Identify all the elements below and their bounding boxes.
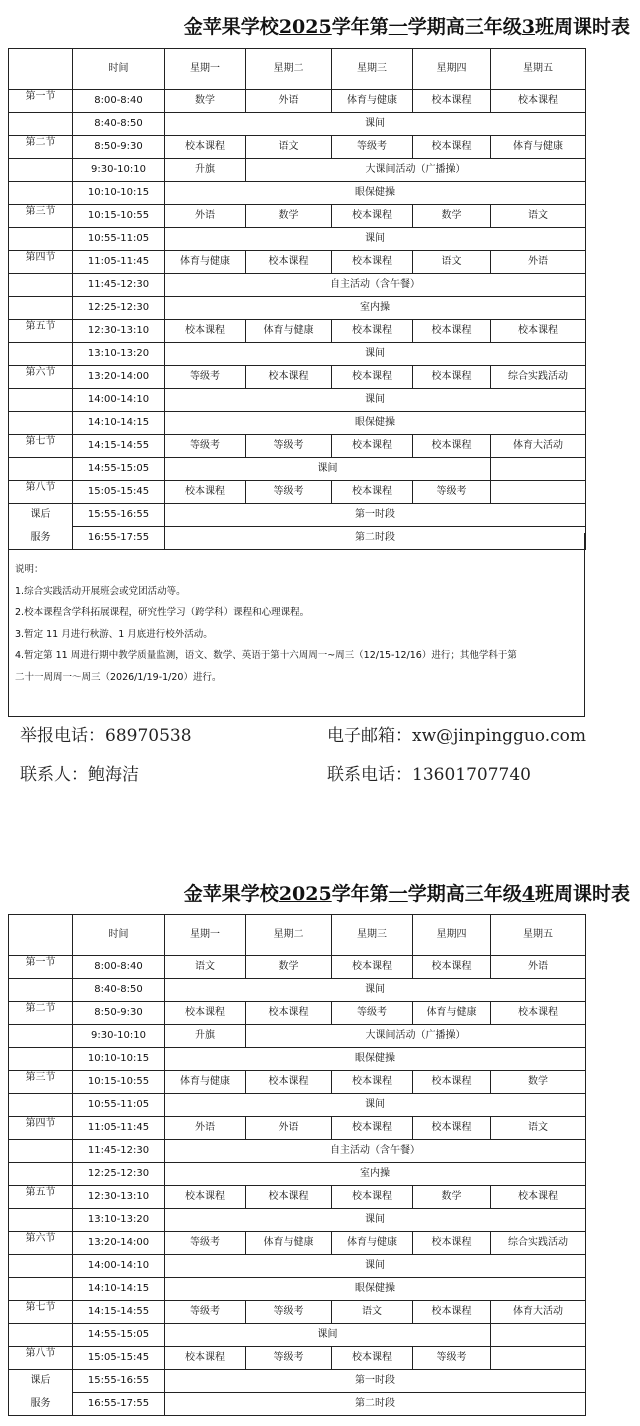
course-cell: 外语 [246,90,332,113]
table-row [9,956,586,979]
course-cell: 体育与健康 [491,136,586,159]
span-cell: 课间 [165,389,586,412]
contact-phone: 联系电话：13601707740 [327,765,531,785]
table-row [9,228,586,251]
table-row [9,1117,586,1140]
time-cell: 16:55-17:55 [73,1393,165,1416]
time-cell: 10:55-11:05 [73,1094,165,1117]
time-cell: 14:00-14:10 [73,1255,165,1278]
course-cell: 体育与健康 [165,1071,246,1094]
course-cell: 体育与健康 [246,1232,332,1255]
course-cell: 语文 [413,251,491,274]
section-cell [9,274,73,297]
section-cell [9,1255,73,1278]
course-cell: 外语 [246,1117,332,1140]
span-cell: 第一时段 [165,1370,586,1393]
section-cell [9,1278,73,1301]
course-cell: 校本课程 [413,1301,491,1324]
course-cell: 校本课程 [246,1071,332,1094]
course-cell: 等级考 [165,366,246,389]
time-cell: 9:30-10:10 [73,1025,165,1048]
table-row [9,1071,586,1094]
course-cell: 语文 [491,205,586,228]
course-cell: 校本课程 [413,136,491,159]
course-cell [491,458,586,481]
span-cell: 第一时段 [165,504,586,527]
time-cell: 10:55-11:05 [73,228,165,251]
span-cell: 第二时段 [165,527,586,550]
time-cell: 14:55-15:05 [73,458,165,481]
table-row [9,1209,586,1232]
course-cell: 校本课程 [165,1186,246,1209]
course-cell: 数学 [491,1071,586,1094]
section-cell: 第二节 [9,1002,73,1025]
note-line: 二十一周周一～周三（2026/1/19-1/20）进行。 [15,671,222,683]
table-row [9,458,586,481]
course-cell: 校本课程 [491,320,586,343]
section-cell [9,1140,73,1163]
course-cell: 体育与健康 [413,1002,491,1025]
table-row [9,1186,586,1209]
course-cell: 体育与健康 [332,1232,413,1255]
span-cell: 自主活动（含午餐） [165,1140,586,1163]
course-cell: 校本课程 [332,1347,413,1370]
span-cell: 室内操 [165,1163,586,1186]
span-cell: 课间 [165,1255,586,1278]
course-cell: 体育大活动 [491,1301,586,1324]
notes-heading: 说明： [15,564,44,575]
time-cell: 15:05-15:45 [73,481,165,504]
time-cell: 12:30-13:10 [73,320,165,343]
course-cell [491,1347,586,1370]
course-cell: 等级考 [246,1347,332,1370]
section-cell [9,412,73,435]
span-cell: 课间 [165,1209,586,1232]
course-cell: 体育大活动 [491,435,586,458]
header-cell: 星期一 [165,49,246,90]
course-cell: 校本课程 [332,320,413,343]
table-row [9,182,586,205]
section-cell: 第三节 [9,205,73,228]
section-cell: 第三节 [9,1071,73,1094]
section-cell [9,228,73,251]
header-cell: 星期一 [165,915,246,956]
course-cell: 校本课程 [165,136,246,159]
section-cell: 第七节 [9,435,73,458]
header-cell: 星期三 [332,915,413,956]
course-cell: 等级考 [413,1347,491,1370]
span-cell: 课间 [165,113,586,136]
course-cell: 校本课程 [332,366,413,389]
note-line: 2.校本课程含学科拓展课程，研究性学习（跨学科）课程和心理课程。 [15,607,310,618]
section-cell [9,979,73,1002]
time-cell: 14:55-15:05 [73,1324,165,1347]
span-cell: 大课间活动（广播操） [246,159,586,182]
time-cell: 11:45-12:30 [73,274,165,297]
report-phone: 举报电话：68970538 [20,726,192,746]
course-cell: 校本课程 [491,1186,586,1209]
course-cell: 等级考 [165,1232,246,1255]
time-cell: 14:10-14:15 [73,1278,165,1301]
time-cell: 8:40-8:50 [73,979,165,1002]
time-cell: 8:50-9:30 [73,136,165,159]
course-cell: 数学 [246,956,332,979]
course-cell: 数学 [165,90,246,113]
course-cell: 外语 [165,1117,246,1140]
time-cell: 12:25-12:30 [73,297,165,320]
course-cell: 等级考 [246,435,332,458]
course-cell: 校本课程 [246,1002,332,1025]
table-row [9,1370,586,1393]
course-cell: 语文 [165,956,246,979]
time-cell: 10:10-10:15 [73,182,165,205]
time-cell: 14:15-14:55 [73,1301,165,1324]
header-cell: 星期五 [491,915,586,956]
course-cell: 数学 [246,205,332,228]
note-line: 3.暂定 11 月进行秋游、1 月底进行校外活动。 [15,628,213,640]
section-cell: 课后 [9,1370,73,1393]
table-row [9,1140,586,1163]
course-cell: 外语 [491,251,586,274]
span-cell: 室内操 [165,297,586,320]
course-cell: 校本课程 [332,251,413,274]
course-cell: 校本课程 [332,481,413,504]
table-row [9,1347,586,1370]
table-row [9,979,586,1002]
span-cell: 课间 [165,458,491,481]
span-cell: 课间 [165,228,586,251]
course-cell: 等级考 [332,1002,413,1025]
course-cell: 校本课程 [413,956,491,979]
course-cell: 语文 [246,136,332,159]
section-cell [9,1324,73,1347]
timetable-title-class3: 金苹果学校2025学年第一学期高三年级3班周课时表 [183,16,630,38]
section-cell [9,297,73,320]
time-cell: 10:15-10:55 [73,1071,165,1094]
table-row [9,90,586,113]
span-cell: 眼保健操 [165,412,586,435]
time-cell: 8:40-8:50 [73,113,165,136]
table-row [9,1255,586,1278]
span-cell: 眼保健操 [165,1278,586,1301]
table-row [9,159,586,182]
timetable-class3 [8,48,586,550]
span-cell: 课间 [165,1324,491,1347]
section-cell: 服务 [9,527,73,550]
section-cell: 第八节 [9,481,73,504]
course-cell: 校本课程 [413,435,491,458]
table-row [9,389,586,412]
course-cell: 数学 [413,1186,491,1209]
notes-box [8,533,585,717]
section-cell [9,1163,73,1186]
course-cell: 升旗 [165,1025,246,1048]
time-cell: 8:00-8:40 [73,956,165,979]
course-cell: 校本课程 [413,1117,491,1140]
header-cell [9,49,73,90]
course-cell: 外语 [165,205,246,228]
course-cell: 校本课程 [246,1186,332,1209]
table-row [9,435,586,458]
course-cell: 等级考 [165,435,246,458]
course-cell: 校本课程 [246,366,332,389]
table-row [9,1163,586,1186]
time-cell: 15:55-16:55 [73,1370,165,1393]
header-cell: 星期四 [413,49,491,90]
header-cell: 星期二 [246,49,332,90]
table-row [9,320,586,343]
time-cell: 15:55-16:55 [73,504,165,527]
header-cell: 星期二 [246,915,332,956]
span-cell: 大课间活动（广播操） [246,1025,586,1048]
section-cell: 第四节 [9,251,73,274]
course-cell: 等级考 [413,481,491,504]
section-cell: 第六节 [9,1232,73,1255]
time-cell: 11:45-12:30 [73,1140,165,1163]
section-cell: 第五节 [9,1186,73,1209]
course-cell: 校本课程 [413,320,491,343]
course-cell: 数学 [413,205,491,228]
table-header-row [9,49,586,90]
table-row [9,1324,586,1347]
course-cell: 校本课程 [332,205,413,228]
time-cell: 8:00-8:40 [73,90,165,113]
header-cell: 星期五 [491,49,586,90]
section-cell [9,113,73,136]
course-cell: 校本课程 [165,1002,246,1025]
time-cell: 16:55-17:55 [73,527,165,550]
table-row [9,504,586,527]
section-cell [9,343,73,366]
header-cell: 时间 [73,49,165,90]
course-cell: 校本课程 [491,90,586,113]
email: 电子邮箱：xw@jinpingguo.com [327,726,586,746]
time-cell: 12:30-13:10 [73,1186,165,1209]
table-row [9,1048,586,1071]
header-cell: 星期四 [413,915,491,956]
course-cell: 体育与健康 [246,320,332,343]
span-cell: 课间 [165,1094,586,1117]
table-row [9,1278,586,1301]
course-cell: 校本课程 [332,1117,413,1140]
time-cell: 9:30-10:10 [73,159,165,182]
section-cell [9,159,73,182]
course-cell: 校本课程 [413,1071,491,1094]
note-line: 4.暂定第 11 周进行期中教学质量监测，语文、数学、英语于第十六周周一~周三（12/15-12/16）进行；其他学科于第 [15,650,517,661]
table-header-row [9,915,586,956]
section-cell: 第五节 [9,320,73,343]
course-cell: 外语 [491,956,586,979]
header-cell [9,915,73,956]
course-cell: 语文 [491,1117,586,1140]
span-cell: 课间 [165,979,586,1002]
span-cell: 眼保健操 [165,182,586,205]
course-cell: 校本课程 [246,251,332,274]
time-cell: 8:50-9:30 [73,1002,165,1025]
course-cell: 等级考 [332,136,413,159]
table-row [9,274,586,297]
time-cell: 13:10-13:20 [73,1209,165,1232]
course-cell: 体育与健康 [165,251,246,274]
course-cell: 校本课程 [332,1071,413,1094]
section-cell: 服务 [9,1393,73,1416]
time-cell: 11:05-11:45 [73,251,165,274]
course-cell [491,1324,586,1347]
section-cell [9,182,73,205]
contact-person: 联系人：鲍海洁 [20,765,139,785]
time-cell: 15:05-15:45 [73,1347,165,1370]
section-cell [9,1025,73,1048]
section-cell: 第二节 [9,136,73,159]
course-cell: 等级考 [246,1301,332,1324]
timetable-class4 [8,914,586,1416]
time-cell: 10:10-10:15 [73,1048,165,1071]
table-row [9,1002,586,1025]
table-row [9,205,586,228]
time-cell: 10:15-10:55 [73,205,165,228]
table-row [9,1232,586,1255]
time-cell: 12:25-12:30 [73,1163,165,1186]
time-cell: 11:05-11:45 [73,1117,165,1140]
section-cell: 第八节 [9,1347,73,1370]
time-cell: 14:15-14:55 [73,435,165,458]
table-row [9,366,586,389]
section-cell: 第一节 [9,90,73,113]
span-cell: 眼保健操 [165,1048,586,1071]
span-cell: 第二时段 [165,1393,586,1416]
table-row [9,136,586,159]
span-cell: 课间 [165,343,586,366]
section-cell: 第一节 [9,956,73,979]
course-cell [491,481,586,504]
table-row [9,343,586,366]
table-row [9,481,586,504]
table-row [9,412,586,435]
course-cell: 校本课程 [413,1232,491,1255]
course-cell: 等级考 [246,481,332,504]
time-cell: 14:00-14:10 [73,389,165,412]
course-cell: 校本课程 [491,1002,586,1025]
course-cell: 校本课程 [165,481,246,504]
section-cell: 第七节 [9,1301,73,1324]
time-cell: 14:10-14:15 [73,412,165,435]
course-cell: 语文 [332,1301,413,1324]
course-cell: 校本课程 [165,1347,246,1370]
course-cell: 校本课程 [165,320,246,343]
table-row [9,251,586,274]
course-cell: 校本课程 [332,956,413,979]
header-cell: 星期三 [332,49,413,90]
table-row [9,1301,586,1324]
section-cell [9,458,73,481]
section-cell: 第六节 [9,366,73,389]
table-row [9,1025,586,1048]
span-cell: 自主活动（含午餐） [165,274,586,297]
section-cell: 第四节 [9,1117,73,1140]
time-cell: 13:20-14:00 [73,366,165,389]
course-cell: 综合实践活动 [491,366,586,389]
course-cell: 体育与健康 [332,90,413,113]
course-cell: 等级考 [165,1301,246,1324]
table-row [9,1393,586,1416]
course-cell: 校本课程 [413,90,491,113]
course-cell: 综合实践活动 [491,1232,586,1255]
section-cell [9,389,73,412]
header-cell: 时间 [73,915,165,956]
course-cell: 升旗 [165,159,246,182]
section-cell [9,1209,73,1232]
timetable-title-class4: 金苹果学校2025学年第一学期高三年级4班周课时表 [183,883,630,905]
time-cell: 13:10-13:20 [73,343,165,366]
table-row [9,297,586,320]
table-row [9,113,586,136]
section-cell: 课后 [9,504,73,527]
section-cell [9,1048,73,1071]
section-cell [9,1094,73,1117]
time-cell: 13:20-14:00 [73,1232,165,1255]
course-cell: 校本课程 [332,1186,413,1209]
note-line: 1.综合实践活动开展班会或党团活动等。 [15,585,186,597]
course-cell: 校本课程 [413,366,491,389]
course-cell: 校本课程 [332,435,413,458]
table-row [9,1094,586,1117]
